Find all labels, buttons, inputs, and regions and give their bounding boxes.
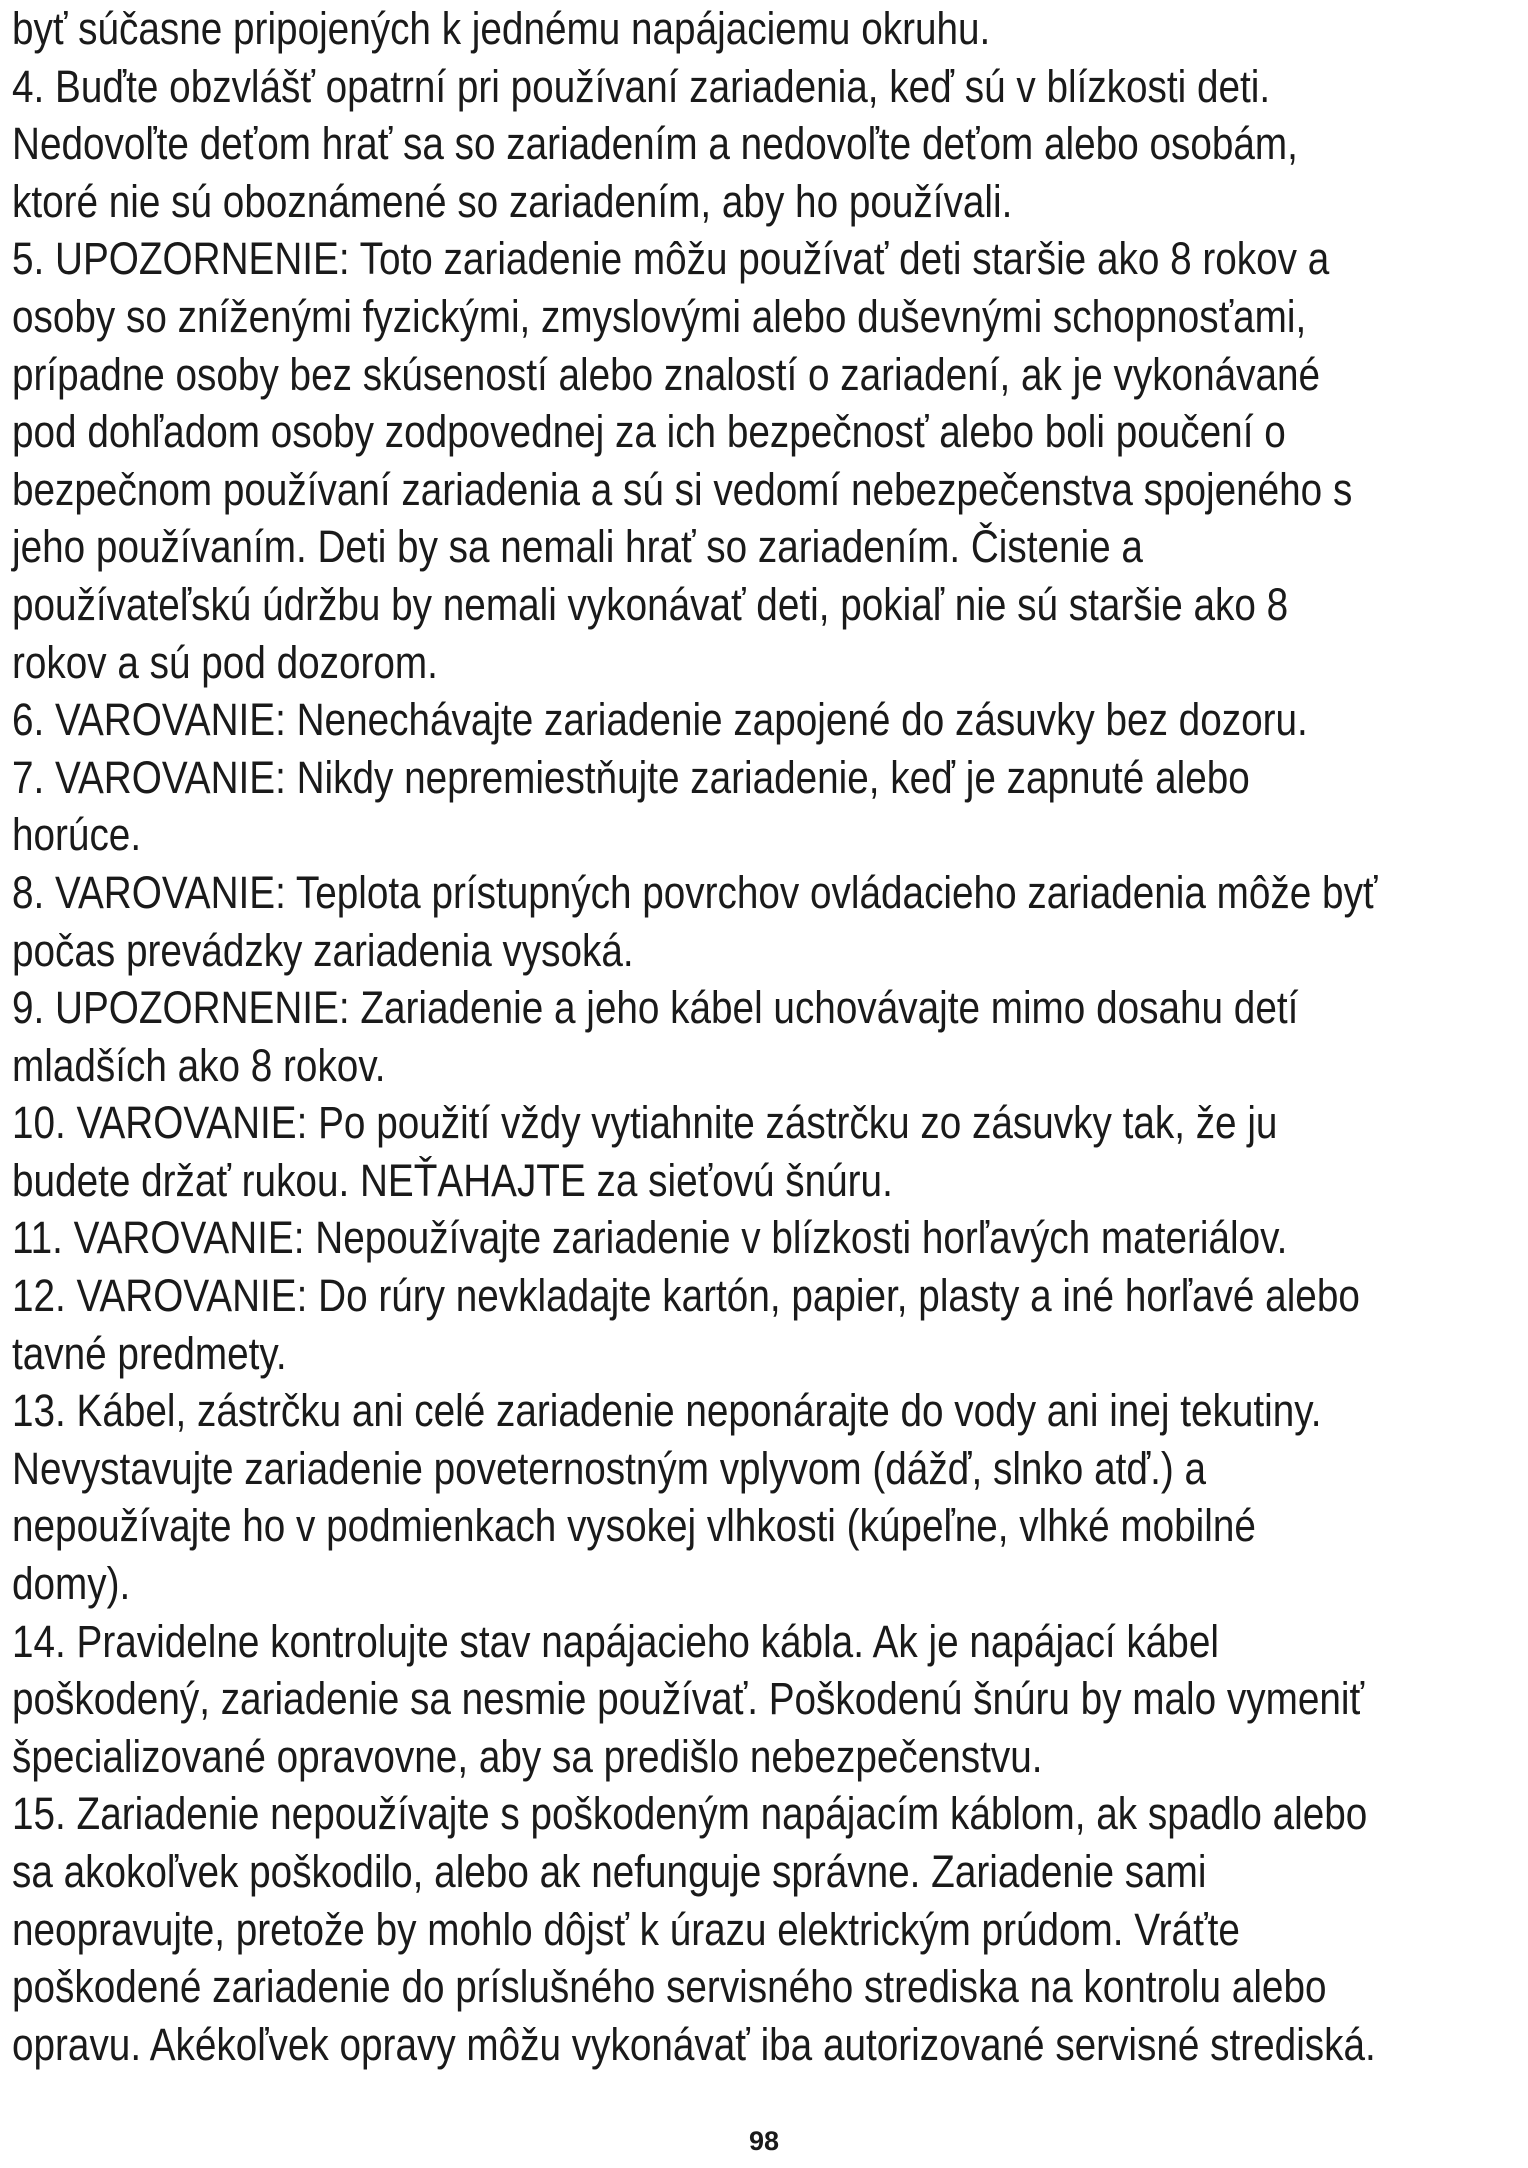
text-line: 13. Kábel, zástrčku ani celé zariadenie neponárajte do vody ani inej tekutiny.	[12, 1385, 1322, 1437]
text-line: špecializované opravovne, aby sa predišlo nebezpečenstvu.	[12, 1730, 1043, 1782]
text-line: neopravujte, pretože by mohlo dôjsť k úrazu elektrickým prúdom. Vráťte	[12, 1903, 1240, 1955]
text-line: počas prevádzky zariadenia vysoká.	[12, 924, 634, 976]
text-line: prípadne osoby bez skúseností alebo znalostí o zariadení, ak je vykonávané	[12, 348, 1321, 400]
text-line: osoby so zníženými fyzickými, zmyslovými alebo duševnými schopnosťami,	[12, 290, 1307, 342]
text-line: 9. UPOZORNENIE: Zariadenie a jeho kábel uchovávajte mimo dosahu detí	[12, 982, 1299, 1034]
text-line: 10. VAROVANIE: Po použití vždy vytiahnite zástrčku zo zásuvky tak, že ju	[12, 1097, 1278, 1149]
document-body	[12, 0, 1520, 2073]
text-line: 5. UPOZORNENIE: Toto zariadenie môžu používať deti staršie ako 8 rokov a	[12, 233, 1330, 285]
text-line: 4. Buďte obzvlášť opatrní pri používaní zariadenia, keď sú v blízkosti deti.	[12, 60, 1271, 112]
page-number: 98	[748, 2126, 780, 2156]
text-line: domy).	[12, 1558, 131, 1610]
text-line: jeho používaním. Deti by sa nemali hrať so zariadením. Čistenie a	[12, 521, 1143, 573]
text-line: 8. VAROVANIE: Teplota prístupných povrchov ovládacieho zariadenia môže byť	[12, 866, 1378, 918]
text-line: nepoužívajte ho v podmienkach vysokej vlhkosti (kúpeľne, vlhké mobilné	[12, 1500, 1256, 1552]
text-line: poškodený, zariadenie sa nesmie používať. Poškodenú šnúru by malo vymeniť	[12, 1673, 1365, 1725]
text-line: 6. VAROVANIE: Nenechávajte zariadenie zapojené do zásuvky bez dozoru.	[12, 694, 1308, 746]
text-line: budete držať rukou. NEŤAHAJTE za sieťovú šnúru.	[12, 1154, 893, 1206]
text-line: poškodené zariadenie do príslušného servisného strediska na kontrolu alebo	[12, 1961, 1327, 2013]
text-line: 11. VAROVANIE: Nepoužívajte zariadenie v blízkosti horľavých materiálov.	[12, 1212, 1288, 1264]
text-line: Nedovoľte deťom hrať sa so zariadením a nedovoľte deťom alebo osobám,	[12, 118, 1298, 170]
text-line: 7. VAROVANIE: Nikdy nepremiestňujte zariadenie, keď je zapnuté alebo	[12, 751, 1250, 803]
text-line: byť súčasne pripojených k jednému napájaciemu okruhu.	[12, 3, 991, 54]
text-line: ktoré nie sú oboznámené so zariadením, aby ho používali.	[12, 175, 1013, 227]
text-line: bezpečnom používaní zariadenia a sú si vedomí nebezpečenstva spojeného s	[12, 463, 1353, 515]
text-line: pod dohľadom osoby zodpovednej za ich bezpečnosť alebo boli poučení o	[12, 406, 1286, 458]
text-line: horúce.	[12, 809, 142, 861]
text-line: mladších ako 8 rokov.	[12, 1039, 386, 1091]
text-line: 15. Zariadenie nepoužívajte s poškodeným napájacím káblom, ak spadlo alebo	[12, 1788, 1368, 1840]
text-line: používateľskú údržbu by nemali vykonávať deti, pokiaľ nie sú staršie ako 8	[12, 578, 1289, 630]
text-line: opravu. Akékoľvek opravy môžu vykonávať iba autorizované servisné strediská.	[12, 2018, 1376, 2070]
text-line: tavné predmety.	[12, 1327, 287, 1379]
text-line: 14. Pravidelne kontrolujte stav napájacieho kábla. Ak je napájací kábel	[12, 1615, 1219, 1667]
text-line: Nevystavujte zariadenie poveternostným vplyvom (dážď, slnko atď.) a	[12, 1442, 1207, 1494]
text-line: sa akokoľvek poškodilo, alebo ak nefunguje správne. Zariadenie sami	[12, 1846, 1207, 1897]
text-line: 12. VAROVANIE: Do rúry nevkladajte kartón, papier, plasty a iné horľavé alebo	[12, 1270, 1360, 1322]
text-line: rokov a sú pod dozorom.	[12, 636, 438, 688]
